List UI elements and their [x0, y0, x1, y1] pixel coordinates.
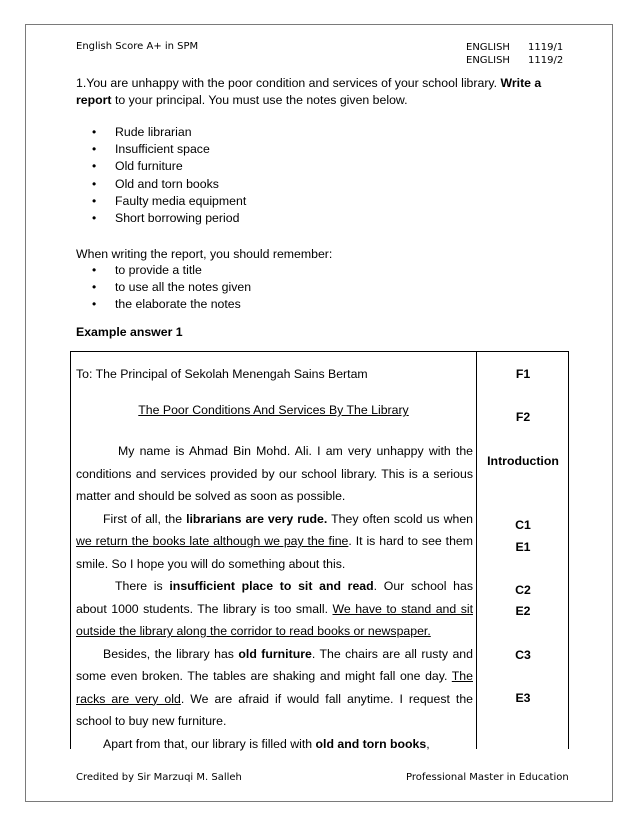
list-item: • the elaborate the notes — [92, 296, 251, 313]
code-label: E3 — [515, 691, 531, 705]
header-paper-row — [466, 54, 563, 67]
paragraph-torn-books: Apart from that, our library is filled with old and torn books, — [103, 736, 430, 751]
example-heading: Example answer 1 — [76, 325, 183, 339]
answer-to-line: To: The Principal of Sekolah Menengah Sains Bertam — [76, 367, 368, 381]
list-item: • Faulty media equipment — [92, 193, 246, 210]
question-text: 1.You are unhappy with the poor condition and services of your school library. Write a report to your principal. You must use the notes given below. — [76, 76, 542, 107]
header-paper-row — [466, 41, 563, 54]
code-label: Introduction — [487, 454, 559, 468]
list-item: • Old and torn books — [92, 176, 246, 193]
header-code: 1119/2 — [528, 55, 564, 66]
code-label: E2 — [515, 604, 531, 618]
code-label: F2 — [515, 410, 531, 424]
header-subject: ENGLISH — [466, 42, 510, 53]
footer-right: Professional Master in Education — [406, 772, 569, 783]
answer-body — [76, 440, 473, 755]
paragraph-introduction: My name is Ahmad Bin Mohd. Ali. I am very unhappy with the conditions and services provided by our school library. This is a serious matter and should be solved as soon as possible. — [76, 444, 473, 503]
footer-left: Credited by Sir Marzuqi M. Salleh — [76, 772, 242, 783]
list-item: • to use all the notes given — [92, 279, 251, 296]
header-right — [466, 41, 563, 67]
code-label: C1 — [515, 518, 531, 532]
header-subject: ENGLISH — [466, 55, 510, 66]
list-item: • Rude librarian — [92, 124, 246, 141]
notes-list — [92, 124, 246, 227]
list-item: • to provide a title — [92, 262, 251, 279]
remember-intro: When writing the report, you should remember: — [76, 247, 333, 261]
list-item: • Insufficient space — [92, 141, 246, 158]
code-label: F1 — [515, 367, 531, 381]
remember-list — [92, 262, 251, 314]
paragraph-rude-librarian: First of all, the librarians are very rude. They often scold us when we return the books late although we pay the fine. It is hard to see them smile. So I hope you will do something about this. — [76, 511, 473, 571]
list-item: • Old furniture — [92, 158, 246, 175]
paragraph-insufficient-space: There is insufficient place to sit and read. Our school has about 1000 students. The library is too small. We have to stand and sit outside the library along the corridor to read books or newspaper. — [76, 579, 474, 638]
header-code: 1119/1 — [528, 42, 564, 53]
code-label: C3 — [515, 648, 531, 662]
code-label: E1 — [515, 540, 531, 554]
header-left: English Score A+ in SPM — [76, 41, 199, 52]
paragraph-old-furniture: Besides, the library has old furniture. The chairs are all rusty and some even broken. The tables are shaking and might fall one day. The racks are very old. We are afraid if would fall anytime. I request the school to buy new furniture. — [76, 646, 474, 728]
list-item: • Short borrowing period — [92, 210, 246, 227]
answer-title: The Poor Conditions And Services By The Library — [138, 403, 409, 417]
code-label: C2 — [515, 583, 531, 597]
